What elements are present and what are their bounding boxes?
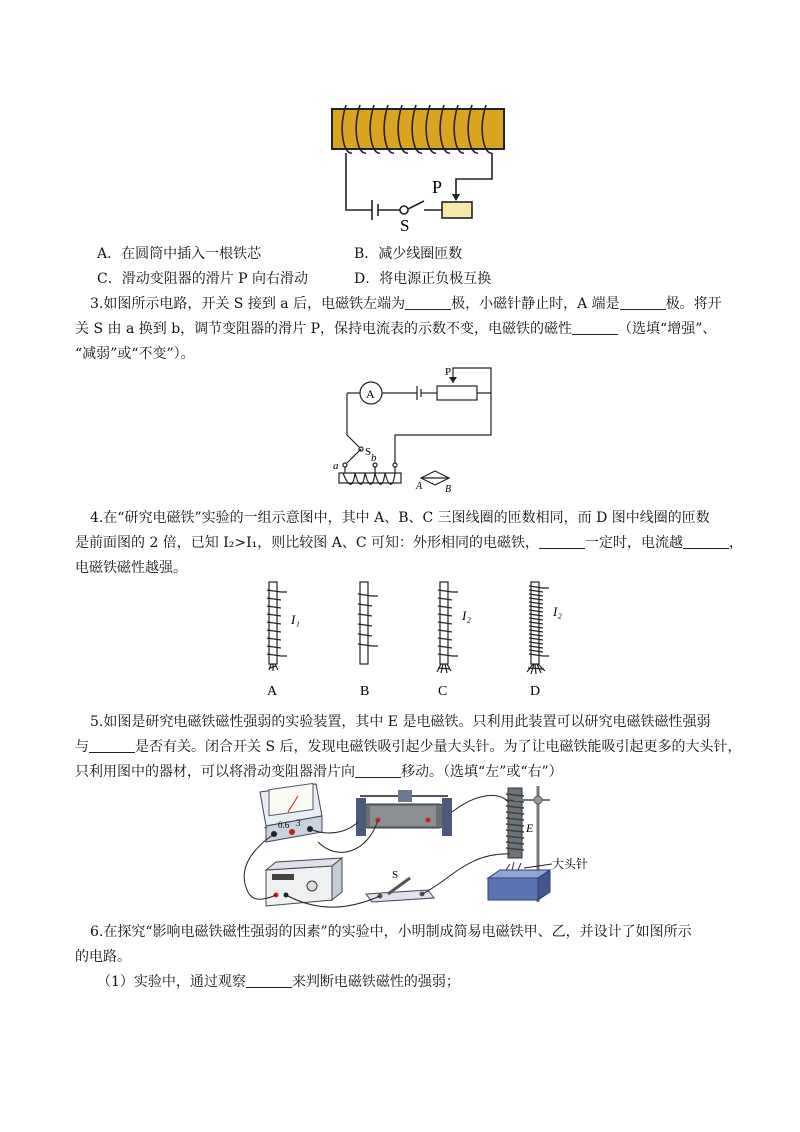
fig2-needle-a-label: A	[416, 481, 423, 492]
q3-text-1c: 极。将开	[665, 296, 722, 312]
q4-line-3: 电磁铁磁性越强。	[75, 560, 187, 576]
q4-text-2b: 一定时，电流越	[585, 535, 683, 551]
q3-text-2a: 关 S 由 a 换到 b，调节变阻器的滑片 P，保持电流表的示数不变，电磁铁的磁性	[75, 321, 573, 337]
fig3-label-b: B	[360, 684, 370, 699]
option-b: B．减少线圈匝数	[354, 246, 463, 262]
fig3-current-d: I₂	[553, 604, 562, 619]
q4-blank-current[interactable]	[683, 534, 729, 549]
q5-text-2b: 是否有关。闭合开关 S 后，发现电磁铁吸引起少量大头针。为了让电磁铁能吸引起更多的大头针，	[135, 739, 742, 755]
q3-line-1	[90, 294, 722, 314]
q4-text-2a: 是前面图的 2 倍，已知 I₂>I₁，则比较图 A、C 可知：外形相同的电磁铁，	[75, 535, 539, 551]
q3-blank-a-end[interactable]	[620, 295, 666, 310]
q3-text-2b: （选填“增强”、	[618, 321, 717, 337]
fig2-b-label: b	[371, 452, 377, 464]
q5-line-1: 5.如图是研究电磁铁磁性强弱的实验装置，其中 E 是电磁铁。只利用此装置可以研究电磁铁磁性强弱	[90, 714, 711, 730]
q6-text-3a: （1）实验中，通过观察	[97, 974, 246, 990]
fig3-current-c: I₂	[462, 608, 471, 623]
option-a: A．在圆筒中插入一根铁芯	[97, 246, 262, 262]
electromagnet-stand	[488, 786, 552, 902]
q4-line-1: 4.在“研究电磁铁”实验的一组示意图中，其中 A、B、C 三图线圈的匝数相同，而 D 图中线圈的匝数	[90, 510, 710, 526]
q5-text-3b: 移动。（选填“左”或“右”）	[401, 764, 563, 780]
q3-text-1a: 3.如图所示电路，开关 S 接到 a 后，电磁铁左端为	[90, 296, 406, 312]
q5-text-2a: 与	[75, 739, 89, 755]
power-supply-device	[266, 858, 342, 906]
fig1-s-label: S	[400, 216, 410, 235]
fig2-s-label: S	[365, 446, 372, 458]
q3-blank-magnetism[interactable]	[572, 320, 618, 335]
q5-blank-factor[interactable]	[89, 738, 135, 753]
q4-blank-turns[interactable]	[539, 534, 585, 549]
fig2-a-label: a	[333, 460, 339, 472]
figure-electromagnets-abcd	[255, 578, 575, 698]
fig4-pins-label: 大头针	[552, 857, 589, 871]
switch-device	[366, 878, 434, 902]
q3-blank-pole[interactable]	[405, 295, 451, 310]
fig2-needle-b-label: B	[445, 484, 452, 495]
q5-text-3a: 只利用图中的器材，可以将滑动变阻器滑片向	[75, 764, 355, 780]
fig2-p-label: P	[445, 366, 452, 378]
q6-line-1: 6.在探究“影响电磁铁磁性强弱的因素”的实验中，小明制成简易电磁铁甲、乙，并设计了如图所示	[90, 924, 692, 940]
q3-text-1b: 极，小磁针静止时，A 端是	[451, 296, 620, 312]
fig2-ammeter-label: A	[366, 387, 375, 401]
figure-ammeter-circuit	[325, 363, 505, 493]
q5-line-3	[75, 762, 563, 782]
q6-blank-observe[interactable]	[246, 973, 292, 988]
fig3-label-d: D	[530, 684, 541, 699]
q4-line-2	[75, 533, 743, 553]
ammeter-device	[260, 783, 322, 842]
fig4-s-label: S	[392, 869, 399, 881]
figure-solenoid-circuit	[320, 95, 520, 235]
fig4-minus: -	[264, 822, 267, 832]
q4-text-2c: ，	[729, 535, 743, 551]
fig4-t06: 0.6	[278, 820, 290, 830]
q3-line-2	[75, 319, 716, 339]
rheostat-device	[356, 790, 452, 836]
q5-blank-direction[interactable]	[355, 763, 401, 778]
fig4-t3: 3	[296, 818, 301, 828]
q5-line-2	[75, 737, 742, 757]
q3-line-3: “减弱”或“不变”）。	[75, 346, 195, 362]
fig3-current-a: I₁	[291, 612, 300, 627]
q6-line-2: 的电路。	[75, 949, 131, 965]
q6-line-3	[97, 972, 460, 992]
fig3-label-c: C	[438, 684, 448, 699]
figure-experiment-apparatus	[238, 782, 589, 917]
option-c: C．滑动变阻器的滑片 P 向右滑动	[97, 271, 309, 287]
q6-text-3b: 来判断电磁铁磁性的强弱；	[291, 974, 460, 990]
option-d: D．将电源正负极互换	[354, 271, 492, 287]
fig1-p-label: P	[432, 177, 443, 197]
fig3-label-a: A	[267, 684, 278, 699]
fig4-e-label: E	[526, 821, 534, 835]
